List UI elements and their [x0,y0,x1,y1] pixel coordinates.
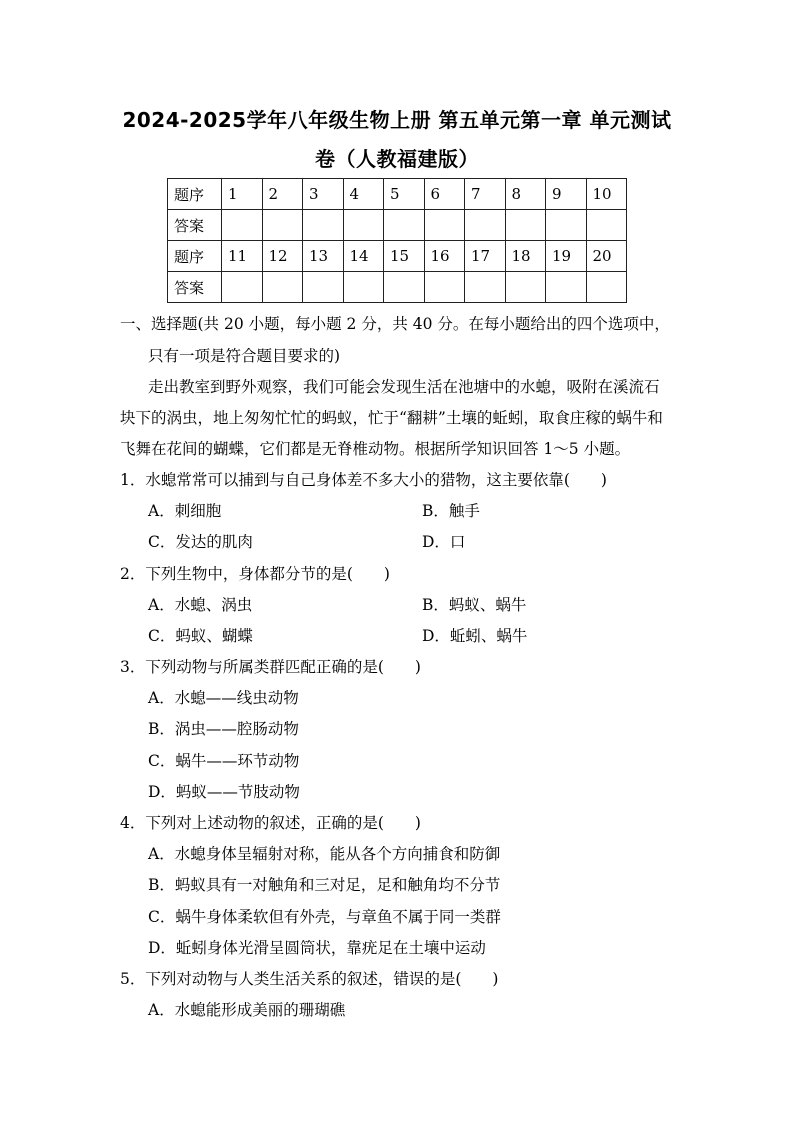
answer-cell[interactable] [303,272,344,303]
question-option[interactable]: A．水螅、涡虫 [148,596,253,614]
question-option[interactable]: D．口 [422,533,466,551]
passage-line: 块下的涡虫，地上匆匆忙忙的蚂蚁，忙于“翻耕”土壤的蚯蚓，取食庄稼的蜗牛和 [120,409,663,427]
seq-cell: 4 [343,179,384,210]
question-option[interactable]: B．触手 [422,502,480,520]
answer-label: 答案 [168,210,222,241]
answer-table-answer-row-2 [168,272,627,303]
question-stem: 2．下列生物中，身体都分节的是( ) [120,565,390,583]
question-option[interactable]: C．发达的肌肉 [148,533,253,551]
passage-line: 走出教室到野外观察，我们可能会发现生活在池塘中的水螅，吸附在溪流石 [148,378,660,396]
answer-cell[interactable] [424,272,465,303]
seq-cell: 15 [384,241,425,272]
answer-cell[interactable] [505,272,546,303]
seq-cell: 3 [303,179,344,210]
question-option[interactable]: A．水螅——线虫动物 [148,689,299,707]
answer-cell[interactable] [384,210,425,241]
answer-cell[interactable] [586,210,627,241]
seq-cell: 7 [465,179,506,210]
seq-cell: 6 [424,179,465,210]
answer-table-answer-row-1 [168,210,627,241]
answer-table-seq-row-1 [168,179,627,210]
seq-cell: 8 [505,179,546,210]
answer-table-seq-row-2 [168,241,627,272]
seq-label: 题序 [168,241,222,272]
question-option[interactable]: B．涡虫——腔肠动物 [148,720,299,738]
seq-cell: 11 [222,241,263,272]
question-option[interactable]: B．蚂蚁、蜗牛 [422,596,527,614]
seq-cell: 14 [343,241,384,272]
section-heading: 一、选择题(共 20 小题，每小题 2 分，共 40 分。在每小题给出的四个选项中， [120,315,670,333]
question-option[interactable]: D．蚂蚁——节肢动物 [148,783,300,801]
seq-cell: 9 [546,179,587,210]
answer-cell[interactable] [546,210,587,241]
answer-cell[interactable] [222,272,263,303]
question-stem: 5．下列对动物与人类生活关系的叙述，错误的是( ) [120,970,499,988]
question-option[interactable]: C．蜗牛——环节动物 [148,752,300,770]
passage-line: 飞舞在花间的蝴蝶，它们都是无脊椎动物。根据所学知识回答 1～5 小题。 [120,440,631,458]
answer-cell[interactable] [262,210,303,241]
section-heading-cont: 只有一项是符合题目要求的) [148,347,341,365]
seq-cell: 1 [222,179,263,210]
question-stem: 3．下列动物与所属类群匹配正确的是( ) [120,658,421,676]
seq-cell: 12 [262,241,303,272]
exam-title-line2: 卷（人教福建版） [315,147,479,171]
question-option[interactable]: D．蚯蚓、蜗牛 [422,627,528,645]
answer-cell[interactable] [586,272,627,303]
question-option[interactable]: A．水螅能形成美丽的珊瑚礁 [148,1001,346,1019]
seq-cell: 5 [384,179,425,210]
question-option[interactable]: D．蚯蚓身体光滑呈圆筒状，靠疣足在土壤中运动 [148,939,486,957]
seq-cell: 16 [424,241,465,272]
seq-cell: 10 [586,179,627,210]
answer-cell[interactable] [222,210,263,241]
answer-cell[interactable] [303,210,344,241]
answer-cell[interactable] [465,272,506,303]
seq-cell: 18 [505,241,546,272]
answer-cell[interactable] [505,210,546,241]
answer-cell[interactable] [384,272,425,303]
question-option[interactable]: C．蜗牛身体柔软但有外壳，与章鱼不属于同一类群 [148,908,501,926]
answer-cell[interactable] [546,272,587,303]
seq-cell: 19 [546,241,587,272]
question-option[interactable]: C．蚂蚁、蝴蝶 [148,627,253,645]
answer-cell[interactable] [424,210,465,241]
seq-label: 题序 [168,179,222,210]
answer-label: 答案 [168,272,222,303]
question-option[interactable]: A．水螅身体呈辐射对称，能从各个方向捕食和防御 [148,845,501,863]
question-stem: 1．水螅常常可以捕到与自己身体差不多大小的猎物，这主要依靠( ) [120,471,607,489]
question-stem: 4．下列对上述动物的叙述，正确的是( ) [120,814,421,832]
answer-cell[interactable] [343,272,384,303]
question-option[interactable]: A．刺细胞 [148,502,222,520]
answer-table [167,178,627,303]
question-option[interactable]: B．蚂蚁具有一对触角和三对足，足和触角均不分节 [148,876,501,894]
answer-cell[interactable] [343,210,384,241]
seq-cell: 13 [303,241,344,272]
seq-cell: 20 [586,241,627,272]
seq-cell: 2 [262,179,303,210]
answer-cell[interactable] [465,210,506,241]
seq-cell: 17 [465,241,506,272]
answer-cell[interactable] [262,272,303,303]
exam-title-line1: 2024-2025学年八年级生物上册 第五单元第一章 单元测试 [122,108,672,132]
